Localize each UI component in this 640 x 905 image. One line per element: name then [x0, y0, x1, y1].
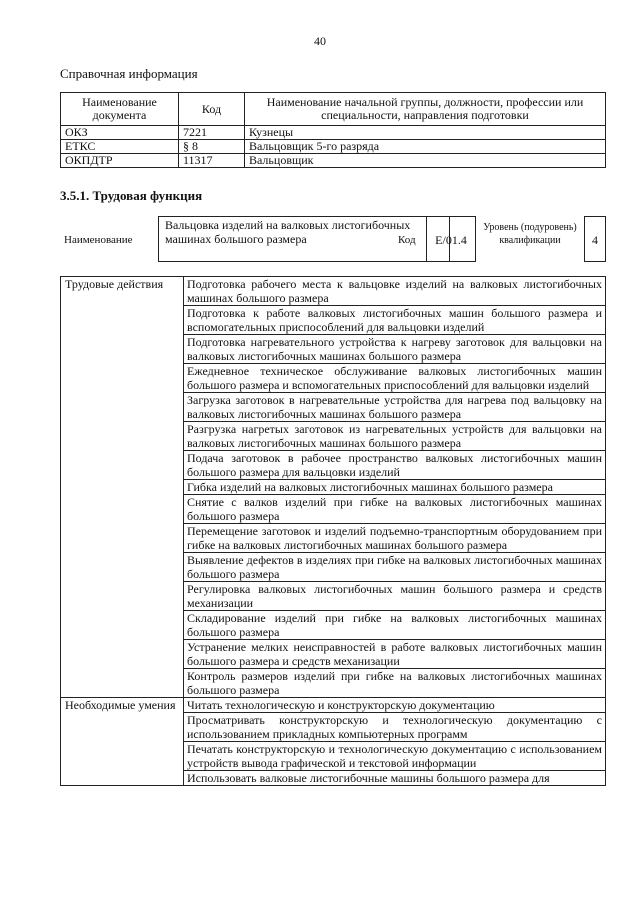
reference-cell-name: Вальцовщик — [245, 154, 606, 168]
reference-table — [60, 92, 606, 168]
reference-cell-name: Кузнецы — [245, 126, 606, 140]
labor-action-item: Снятие с валков изделий при гибке на валковых листогибочных машинах большого размера — [184, 495, 606, 524]
reference-row — [61, 140, 606, 154]
labor-action-item: Устранение мелких неисправностей в работе валковых листогибочных машин большого размера и средств механизации — [184, 640, 606, 669]
reference-header-row — [61, 93, 606, 126]
labor-action-item: Выявление дефектов в изделиях при гибке на валковых листогибочных машинах большого размера — [184, 553, 606, 582]
reference-cell-document: ОКПДТР — [61, 154, 179, 168]
function-code-value: E/01.4 — [426, 216, 476, 262]
skill-item: Читать технологическую и конструкторскую документацию — [184, 698, 606, 713]
labor-action-item: Загрузка заготовок в нагревательные устройства для нагрева под вальцовку на валковых листогибочных машинах большого размера — [184, 393, 606, 422]
reference-row — [61, 154, 606, 168]
labor-action-item: Ежедневное техническое обслуживание валковых листогибочных машин большого размера и вспомогательных приспособлений для вальцовки изделий — [184, 364, 606, 393]
labor-action-item: Гибка изделий на валковых листогибочных машинах большого размера — [184, 480, 606, 495]
section-title: 3.5.1. Трудовая функция — [60, 188, 203, 203]
reference-title: Справочная информация — [60, 66, 198, 81]
labor-action-row — [61, 277, 606, 306]
function-header — [60, 216, 606, 264]
labor-action-item: Подготовка нагревательного устройства к нагреву заготовок для вальцовки на валковых листогибочных машинах большого размера — [184, 335, 606, 364]
labor-action-item: Регулировка валковых листогибочных машин большого размера и средств механизации — [184, 582, 606, 611]
skill-row — [61, 698, 606, 713]
function-level-label: Уровень (подуровень) квалификации — [483, 222, 577, 246]
function-name-value: Вальцовка изделий на валковых листогибочных машинах большого размера — [158, 216, 450, 262]
reference-cell-code: 7221 — [179, 126, 245, 140]
reference-cell-document: ЕТКС — [61, 140, 179, 154]
labor-action-item: Контроль размеров изделий при гибке на валковых листогибочных машинах большого размера — [184, 669, 606, 698]
reference-cell-code: § 8 — [179, 140, 245, 154]
function-code-label: Код — [398, 234, 416, 246]
labor-actions-label: Трудовые действия — [61, 277, 184, 698]
labor-action-item: Подготовка рабочего места к вальцовке изделий на валковых листогибочных машинах большого размера — [184, 277, 606, 306]
labor-action-item: Перемещение заготовок и изделий подъемно-транспортным оборудованием при гибке на валковых листогибочных машинах большого размера — [184, 524, 606, 553]
reference-header-document: Наименование документа — [61, 93, 179, 126]
skill-item: Просматривать конструкторскую и технологическую документацию с использованием прикладных компьютерных программ — [184, 713, 606, 742]
reference-cell-code: 11317 — [179, 154, 245, 168]
reference-cell-document: ОКЗ — [61, 126, 179, 140]
reference-header-name: Наименование начальной группы, должности, профессии или специальности, направления подготовки — [245, 93, 606, 126]
function-name-label: Наименование — [64, 234, 133, 246]
function-details-table — [60, 276, 606, 786]
skill-item: Использовать валковые листогибочные машины большого размера для — [184, 771, 606, 786]
reference-header-code: Код — [179, 93, 245, 126]
page-number: 40 — [314, 34, 326, 48]
required-skills-label: Необходимые умения — [61, 698, 184, 786]
labor-action-item: Разгрузка нагретых заготовок из нагревательных устройств для вальцовки на валковых листогибочных машинах большого размера — [184, 422, 606, 451]
labor-action-item: Подача заготовок в рабочее пространство валковых листогибочных машин большого размера для вальцовки изделий — [184, 451, 606, 480]
labor-action-item: Подготовка к работе валковых листогибочных машин большого размера и вспомогательных приспособлений для вальцовки изделий — [184, 306, 606, 335]
reference-cell-name: Вальцовщик 5-го разряда — [245, 140, 606, 154]
skill-item: Печатать конструкторскую и технологическую документацию с использованием устройств вывода графической и текстовой информации — [184, 742, 606, 771]
labor-action-item: Складирование изделий при гибке на валковых листогибочных машинах большого размера — [184, 611, 606, 640]
reference-row — [61, 126, 606, 140]
function-level-value: 4 — [584, 216, 606, 262]
